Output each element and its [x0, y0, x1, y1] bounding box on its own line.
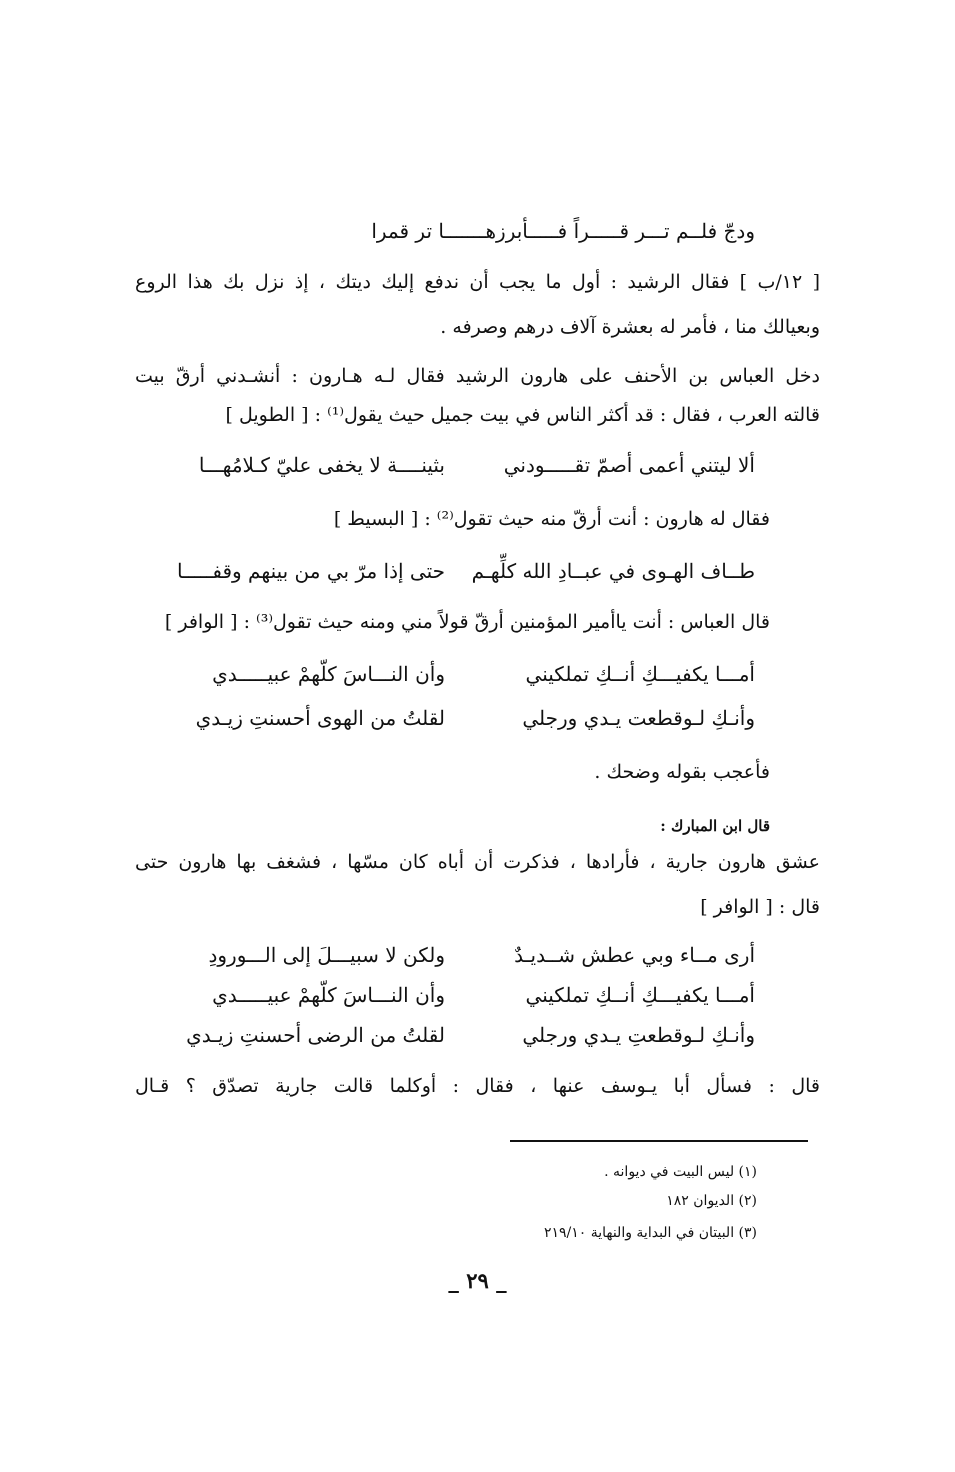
verse-hemistich-left: بثينــــة لا يخفى عليّ كـلامُهـــا	[198, 453, 445, 477]
prose-line: فقال له هارون : أنت أرقّ منه حيث تقول⁽²⁾ : [ البسيط ]	[333, 508, 770, 530]
verse-hemistich-right: وأنـكِ لـوقطعت يـدي ورجلي	[522, 706, 755, 730]
footnote-item: (١) ليس البيت في ديوانه .	[604, 1164, 757, 1180]
prose-line: دخل العباس بن الأحنف على هارون الرشيد فقال لـه هـارون : أنشـدني أرقّ بيت	[135, 365, 820, 387]
verse-hemistich-left: لقلتُ من الهوى أحسنتِ زيـدي	[195, 706, 445, 730]
verse-hemistich-left: حتى إذا مرّ بي من بينهم وقفـــــا	[176, 559, 445, 583]
verse-hemistich-left: وأن النـــاسَ كلّهمْ عبيـــــدي	[212, 662, 445, 686]
footnote-divider	[510, 1140, 808, 1142]
footnote-item: (٣) البيتان في البداية والنهاية ٢١٩/١٠	[543, 1225, 757, 1241]
verse-line-opening: ودجّ فلــم تـــر قـــــراً فـــــأبرزهـــــــا تر قمرا	[371, 219, 755, 243]
prose-line: قال : [ الوافر ]	[700, 896, 820, 918]
verse-hemistich-right: طــاف الهـوى في عبــادِ الله كلِّهـم	[471, 559, 755, 583]
prose-line: [ ١٢/ب ] فقال الرشيد : أول ما يجب أن ندفع إليك ديتك ، إذ نزل بك هذا الروع	[135, 271, 820, 293]
prose-line: قال العباس : أنت ياأمير المؤمنين أرقّ قولاً مني ومنه حيث تقول⁽³⁾ : [ الوافر ]	[164, 611, 770, 633]
verse-hemistich-left: لقلتُ من الرضى أحسنتِ زيـدي	[186, 1023, 445, 1047]
verse-hemistich-right: ألا ليتني أعمى أصمّ تقـــــودني	[503, 453, 755, 477]
verse-hemistich-right: أمـــا يكفيـــكِ أنــكِ تملكيني	[525, 662, 755, 686]
prose-line: قالته العرب ، فقال : قد أكثر الناس في بيت جميل حيث يقول⁽¹⁾ : [ الطويل ]	[225, 404, 820, 426]
verse-hemistich-right: أمـــا يكفيـــكِ أنــكِ تملكيني	[525, 983, 755, 1007]
prose-line: عشق هارون جارية ، فأرادها ، فذكرت أن أباه كان مسّها ، فشغف بها هارون حتى	[135, 851, 820, 873]
prose-line: وبعيالك منا ، فأمر له بعشرة آلاف درهم وصرفه .	[440, 316, 820, 338]
page-number: _ ٢٩ _	[448, 1268, 507, 1293]
verse-hemistich-left: وأن النـــاسَ كلّهمْ عبيـــــدي	[212, 983, 445, 1007]
verse-hemistich-right: وأنـكِ لـوقطعتِ يـدي ورجلي	[522, 1023, 755, 1047]
footnote-item: (٢) الديوان ١٨٢	[666, 1193, 757, 1209]
prose-line: قال : فسأل أبا يـوسف عنها ، فقال : أوكلما قالت جارية تصدّق ؟ قـال	[135, 1075, 820, 1097]
verse-hemistich-left: ولكن لا سبيـــلَ إلى الـــورودِ	[208, 943, 445, 967]
prose-line: فأعجب بقوله وضحك .	[594, 761, 770, 783]
verse-hemistich-right: أرى مــاء وبي عطش شــديـدٌ	[514, 943, 755, 967]
section-heading: قال ابن المبارك :	[660, 817, 770, 835]
